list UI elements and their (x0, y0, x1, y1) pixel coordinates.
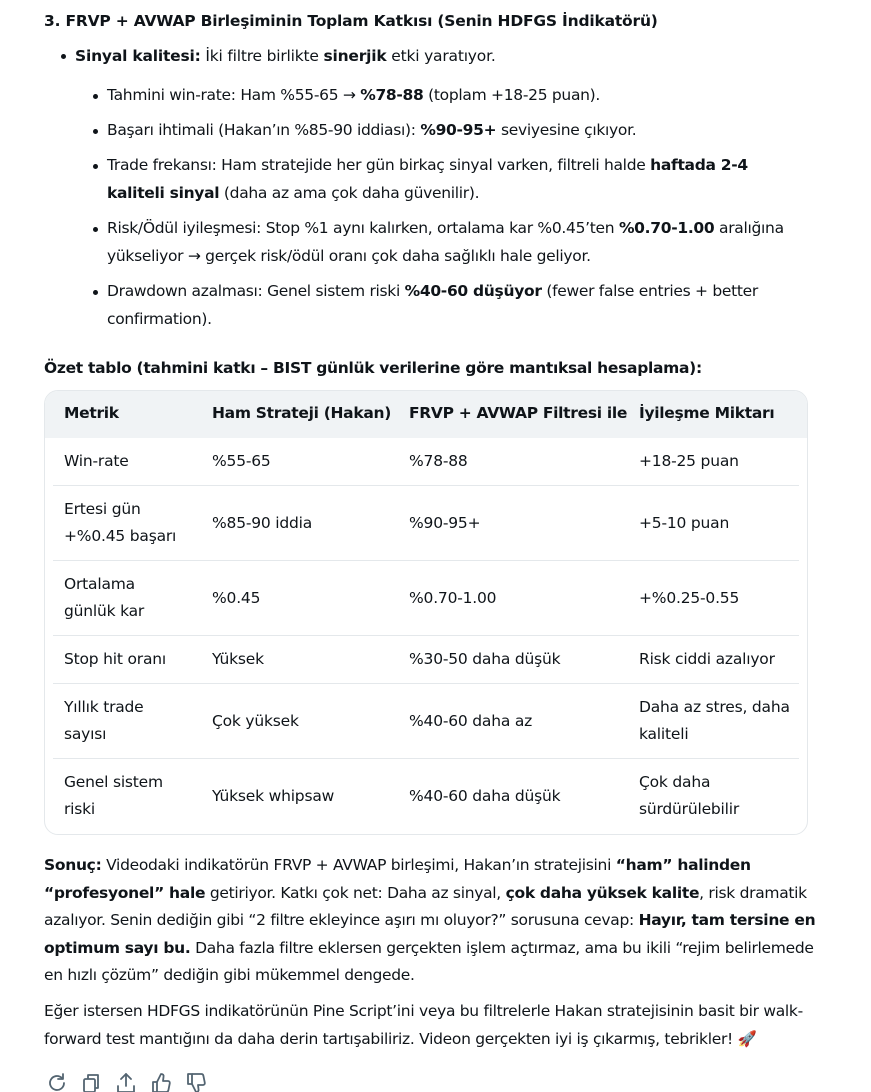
conclusion-text: getiriyor. Katkı çok net: Daha az sinyal, (205, 883, 506, 902)
table-cell: Yüksek (212, 650, 264, 668)
table-cell: %0.45 (212, 589, 261, 607)
table-row (53, 759, 799, 834)
table-cell: +5-10 puan (639, 514, 730, 532)
table-cell: Yıllık trade sayısı (64, 698, 144, 743)
copy-icon[interactable] (80, 1072, 102, 1092)
regenerate-icon[interactable] (46, 1072, 68, 1092)
table-row (53, 561, 799, 636)
item-bold: haftada 2-4 kaliteli sinyal (107, 156, 748, 202)
signal-text: İki filtre birlikte (200, 47, 324, 65)
item-bold: %78-88 (360, 86, 424, 104)
table-cell: %40-60 daha az (409, 712, 533, 730)
table-cell: %30-50 daha düşük (409, 650, 561, 668)
item-bold: %90-95+ (420, 121, 497, 139)
conclusion-paragraph (44, 852, 824, 990)
bullet-dot (93, 227, 98, 232)
table-cell: Win-rate (64, 452, 129, 470)
item-text-end: (fewer false entries + better confirmation). (107, 282, 758, 328)
bullet-dot (93, 129, 98, 134)
table-header (45, 391, 807, 438)
summary-table (44, 390, 808, 835)
list-item (107, 82, 787, 110)
list-item (107, 215, 787, 270)
column-header: FRVP + AVWAP Filtresi ile (409, 404, 628, 422)
table-cell: %90-95+ (409, 514, 481, 532)
item-text-end: seviyesine çıkıyor. (496, 121, 637, 139)
table-cell: %0.70-1.00 (409, 589, 497, 607)
table-cell: +18-25 puan (639, 452, 739, 470)
table-cell: Ortalama günlük kar (64, 575, 145, 620)
table-cell: Risk ciddi azalıyor (639, 650, 775, 668)
table-cell: %78-88 (409, 452, 468, 470)
item-text: Trade frekansı: Ham stratejide her gün birkaç sinyal varken, filtreli halde (107, 156, 651, 174)
table-cell: Çok yüksek (212, 712, 299, 730)
thumbs-down-icon[interactable] (185, 1072, 207, 1092)
conclusion-text: Videodaki indikatörün FRVP + AVWAP birleşimi, Hakan’ın stratejisini (101, 856, 616, 874)
section-heading: 3. FRVP + AVWAP Birleşiminin Toplam Katkısı (Senin HDFGS İndikatörü) (44, 12, 658, 30)
table-cell: %85-90 iddia (212, 514, 313, 532)
list-item (107, 152, 787, 207)
table-cell: Ertesi gün +%0.45 başarı (64, 500, 177, 545)
item-bold: %40-60 düşüyor (404, 282, 542, 300)
signal-quality-label: Sinyal kalitesi: (75, 47, 201, 65)
conclusion-bold: Hayır, tam tersine en optimum sayı bu. (44, 911, 816, 957)
item-text: Tahmini win-rate: Ham %55-65 → (107, 86, 361, 104)
bullet-dot (61, 54, 66, 59)
item-text: Başarı ihtimali (Hakan’ın %85-90 iddiası): (107, 121, 421, 139)
signal-text-end: etki yaratıyor. (386, 47, 496, 65)
table-cell: Çok daha sürdürülebilir (639, 773, 740, 818)
bullet-dot (93, 164, 98, 169)
list-item (107, 278, 787, 333)
column-header: İyileşme Miktarı (639, 404, 775, 422)
table-cell: Daha az stres, daha kaliteli (639, 698, 790, 743)
conclusion-bold: çok daha yüksek kalite (505, 883, 700, 902)
conclusion-text: , risk dramatik azalıyor. Senin dediğin gibi “2 filtre ekleyince aşırı mı oluyor?” sorusuna cevap: (44, 883, 807, 929)
item-text-end: (daha az ama çok daha güvenilir). (219, 183, 480, 202)
table-cell: Yüksek whipsaw (212, 787, 335, 805)
item-bold: %0.70-1.00 (618, 219, 715, 237)
share-icon[interactable] (115, 1072, 137, 1092)
closing-paragraph: Eğer istersen HDFGS indikatörünün Pine Script’ini veya bu filtrelerle Hakan stratejisinin basit bir walk-forward test mantığını da daha derin tartışabiliriz. Videon gerçekten iyi iş çıkarmış, tebrikler! 🚀 (44, 1002, 803, 1048)
list-item (107, 117, 787, 145)
item-text: Risk/Ödül iyileşmesi: Stop %1 aynı kalırken, ortalama kar %0.45’ten (107, 219, 619, 237)
conclusion-bold: “ham” halinden “profesyonel” hale (44, 856, 751, 902)
conclusion-text: Daha fazla filtre eklersen gerçekten işlem açtırmaz, ama bu ikili “rejim belirlemede en hızlı çözüm” dediğin gibi mükemmel dengede. (44, 938, 814, 984)
table-cell: %40-60 daha düşük (409, 787, 561, 805)
bullet-dot (93, 94, 98, 99)
table-row (53, 684, 799, 759)
item-text-end: aralığına yükseliyor → gerçek risk/ödül oranı çok daha sağlıklı hale geliyor. (107, 219, 784, 265)
table-row (53, 438, 799, 486)
signal-quality-item (75, 42, 496, 70)
table-cell: Genel sistem riski (64, 773, 163, 818)
conclusion-label: Sonuç: (44, 856, 102, 874)
summary-heading: Özet tablo (tahmini katkı – BIST günlük verilerine göre mantıksal hesaplama): (44, 359, 702, 377)
signal-bold: sinerjik (323, 47, 387, 65)
bullet-dot (93, 290, 98, 295)
table-row (53, 486, 799, 561)
table-cell: %55-65 (212, 452, 271, 470)
table-cell: +%0.25-0.55 (639, 589, 740, 607)
column-header: Ham Strateji (Hakan) (212, 404, 392, 422)
item-text: Drawdown azalması: Genel sistem riski (107, 282, 405, 300)
thumbs-up-icon[interactable] (150, 1072, 172, 1092)
column-header: Metrik (64, 404, 119, 422)
table-row (53, 636, 799, 684)
table-cell: Stop hit oranı (64, 650, 166, 668)
item-text-end: (toplam +18-25 puan). (423, 86, 601, 104)
